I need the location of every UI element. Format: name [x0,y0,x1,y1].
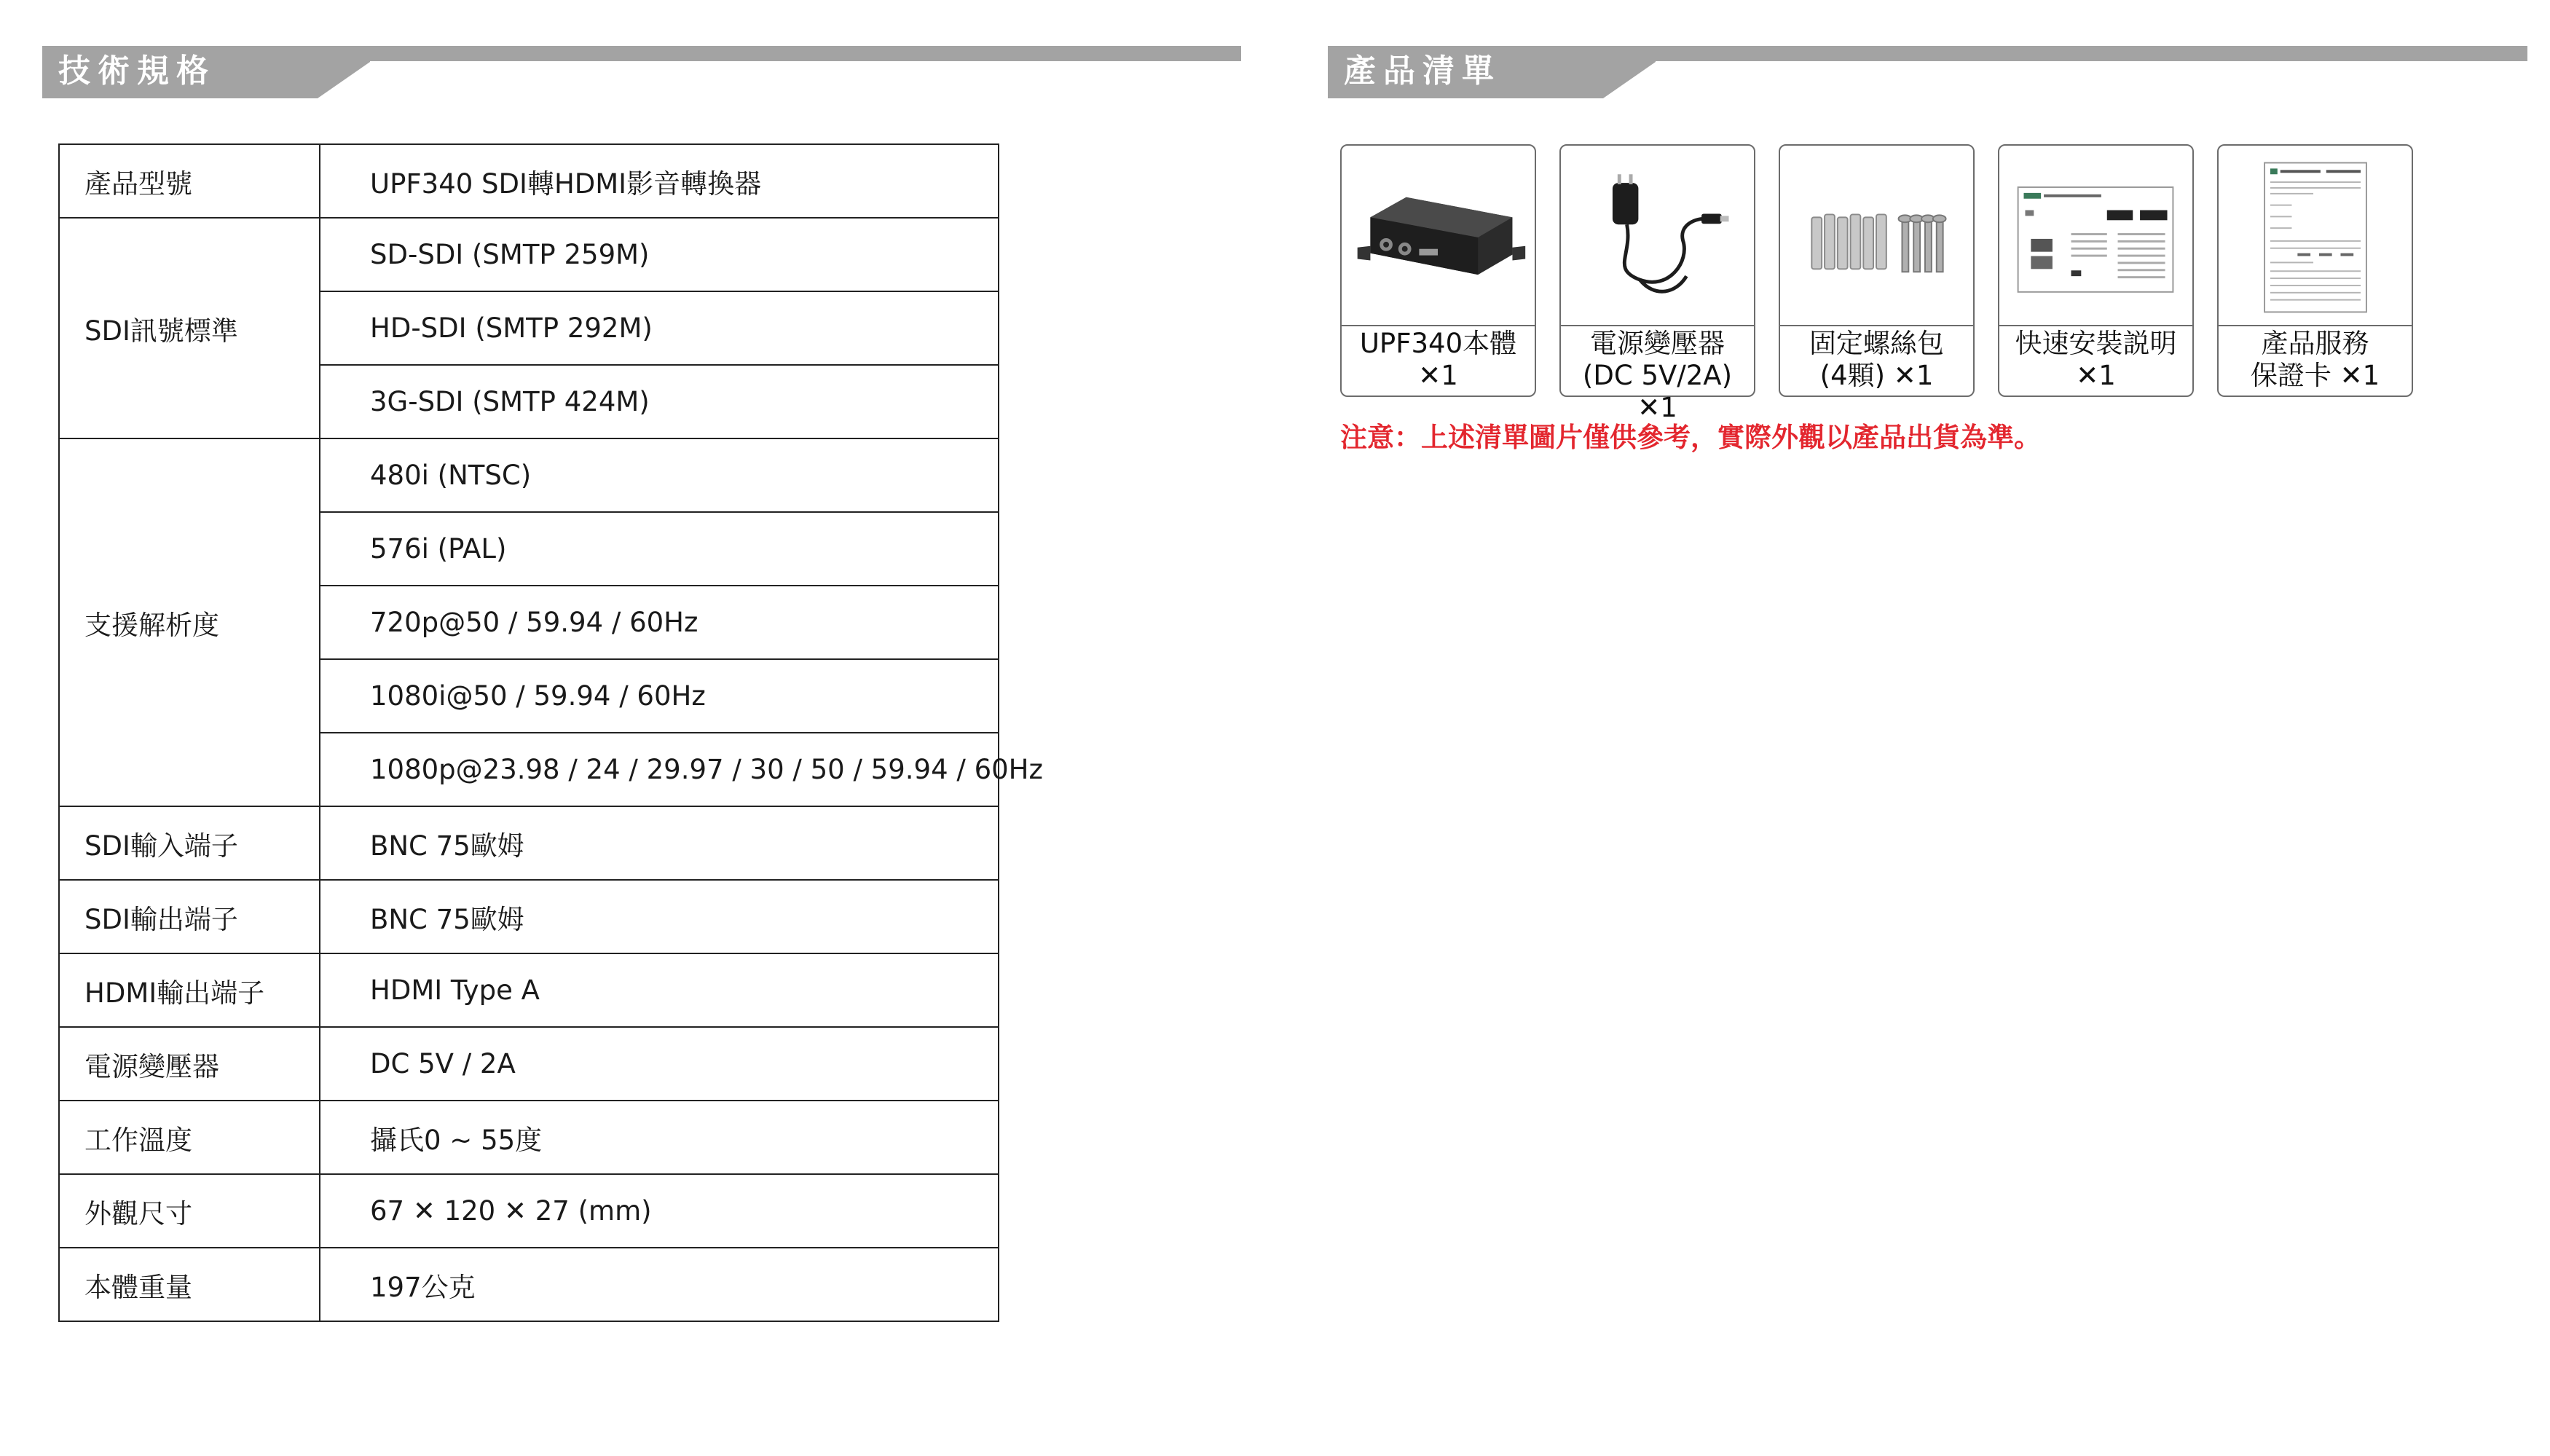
package-item-line1: 固定螺絲包 [1809,328,1944,359]
package-item-adapter [1559,144,1755,423]
package-item-line1: 產品服務 [2261,328,2369,359]
package-item-line1: 快速安裝説明 [2015,328,2177,359]
table-row [59,1101,999,1174]
spec-label: SDI訊號標準 [59,218,320,438]
package-item-screws [1779,144,1975,397]
spec-table [58,143,1043,1322]
spec-value: 720p@50 / 59.94 / 60Hz [320,586,999,659]
package-item-line1: 電源變壓器 [1590,328,1725,359]
spec-value: 67 ✕ 120 ✕ 27 (mm) [320,1174,999,1248]
spec-label: 外觀尺寸 [59,1174,320,1248]
spec-label: 產品型號 [59,144,320,218]
spec-value: 1080i@50 / 59.94 / 60Hz [320,659,999,733]
spec-label: SDI輸入端子 [59,806,320,880]
power-adapter-icon [1561,146,1754,326]
package-section-header [1328,46,2527,98]
spec-value: 3G-SDI (SMTP 424M) [320,365,999,438]
spec-value: BNC 75歐姆 [320,880,999,953]
screws-icon [1780,146,1973,326]
spec-value: 197公克 [320,1248,999,1321]
table-row [59,144,999,218]
spec-value: BNC 75歐姆 [320,806,999,880]
spec-value: HD-SDI (SMTP 292M) [320,291,999,365]
spec-value: 480i (NTSC) [320,438,999,512]
table-row [59,1248,999,1321]
table-row [59,218,999,291]
spec-section-header [42,46,1241,98]
spec-label: 工作溫度 [59,1101,320,1174]
package-item-line2: 保證卡 ✕1 [2250,360,2380,391]
spec-section-title: 技術規格 [58,52,216,90]
table-row [59,1174,999,1248]
package-item-line2: (4顆) ✕1 [1819,360,1934,391]
table-row [59,438,999,512]
table-row [59,880,999,953]
spec-value: HDMI Type A [320,953,999,1027]
spec-label: HDMI輸出端子 [59,953,320,1027]
package-item-line2: ✕1 [1418,360,1458,391]
table-row [59,953,999,1027]
quick-guide-icon [1999,146,2192,326]
disclaimer-note: 注意：上述清單圖片僅供參考，實際外觀以產品出貨為準。 [1340,422,2041,453]
package-item-converter [1340,144,1536,397]
package-section-title: 產品清單 [1344,52,1501,90]
spec-label: SDI輸出端子 [59,880,320,953]
package-item-line2: ✕1 [2076,360,2116,391]
spec-value: 1080p@23.98 / 24 / 29.97 / 30 / 50 / 59.94 / 60Hz [320,733,999,806]
package-item-warranty [2217,144,2413,397]
spec-value: SD-SDI (SMTP 259M) [320,218,999,291]
package-item-guide [1998,144,2194,397]
table-row [59,1027,999,1101]
converter-box-icon [1342,146,1535,326]
spec-label: 電源變壓器 [59,1027,320,1101]
spec-value: DC 5V / 2A [320,1027,999,1101]
table-row [59,806,999,880]
spec-value: 攝氏0 ~ 55度 [320,1101,999,1174]
package-item-line1: UPF340本體 [1359,328,1517,359]
spec-value: UPF340 SDI轉HDMI影音轉換器 [320,144,999,218]
spec-label: 本體重量 [59,1248,320,1321]
package-item-line2: (DC 5V/2A) ✕1 [1582,360,1733,423]
spec-value: 576i (PAL) [320,512,999,586]
spec-label: 支援解析度 [59,438,320,806]
warranty-card-icon [2219,146,2412,326]
